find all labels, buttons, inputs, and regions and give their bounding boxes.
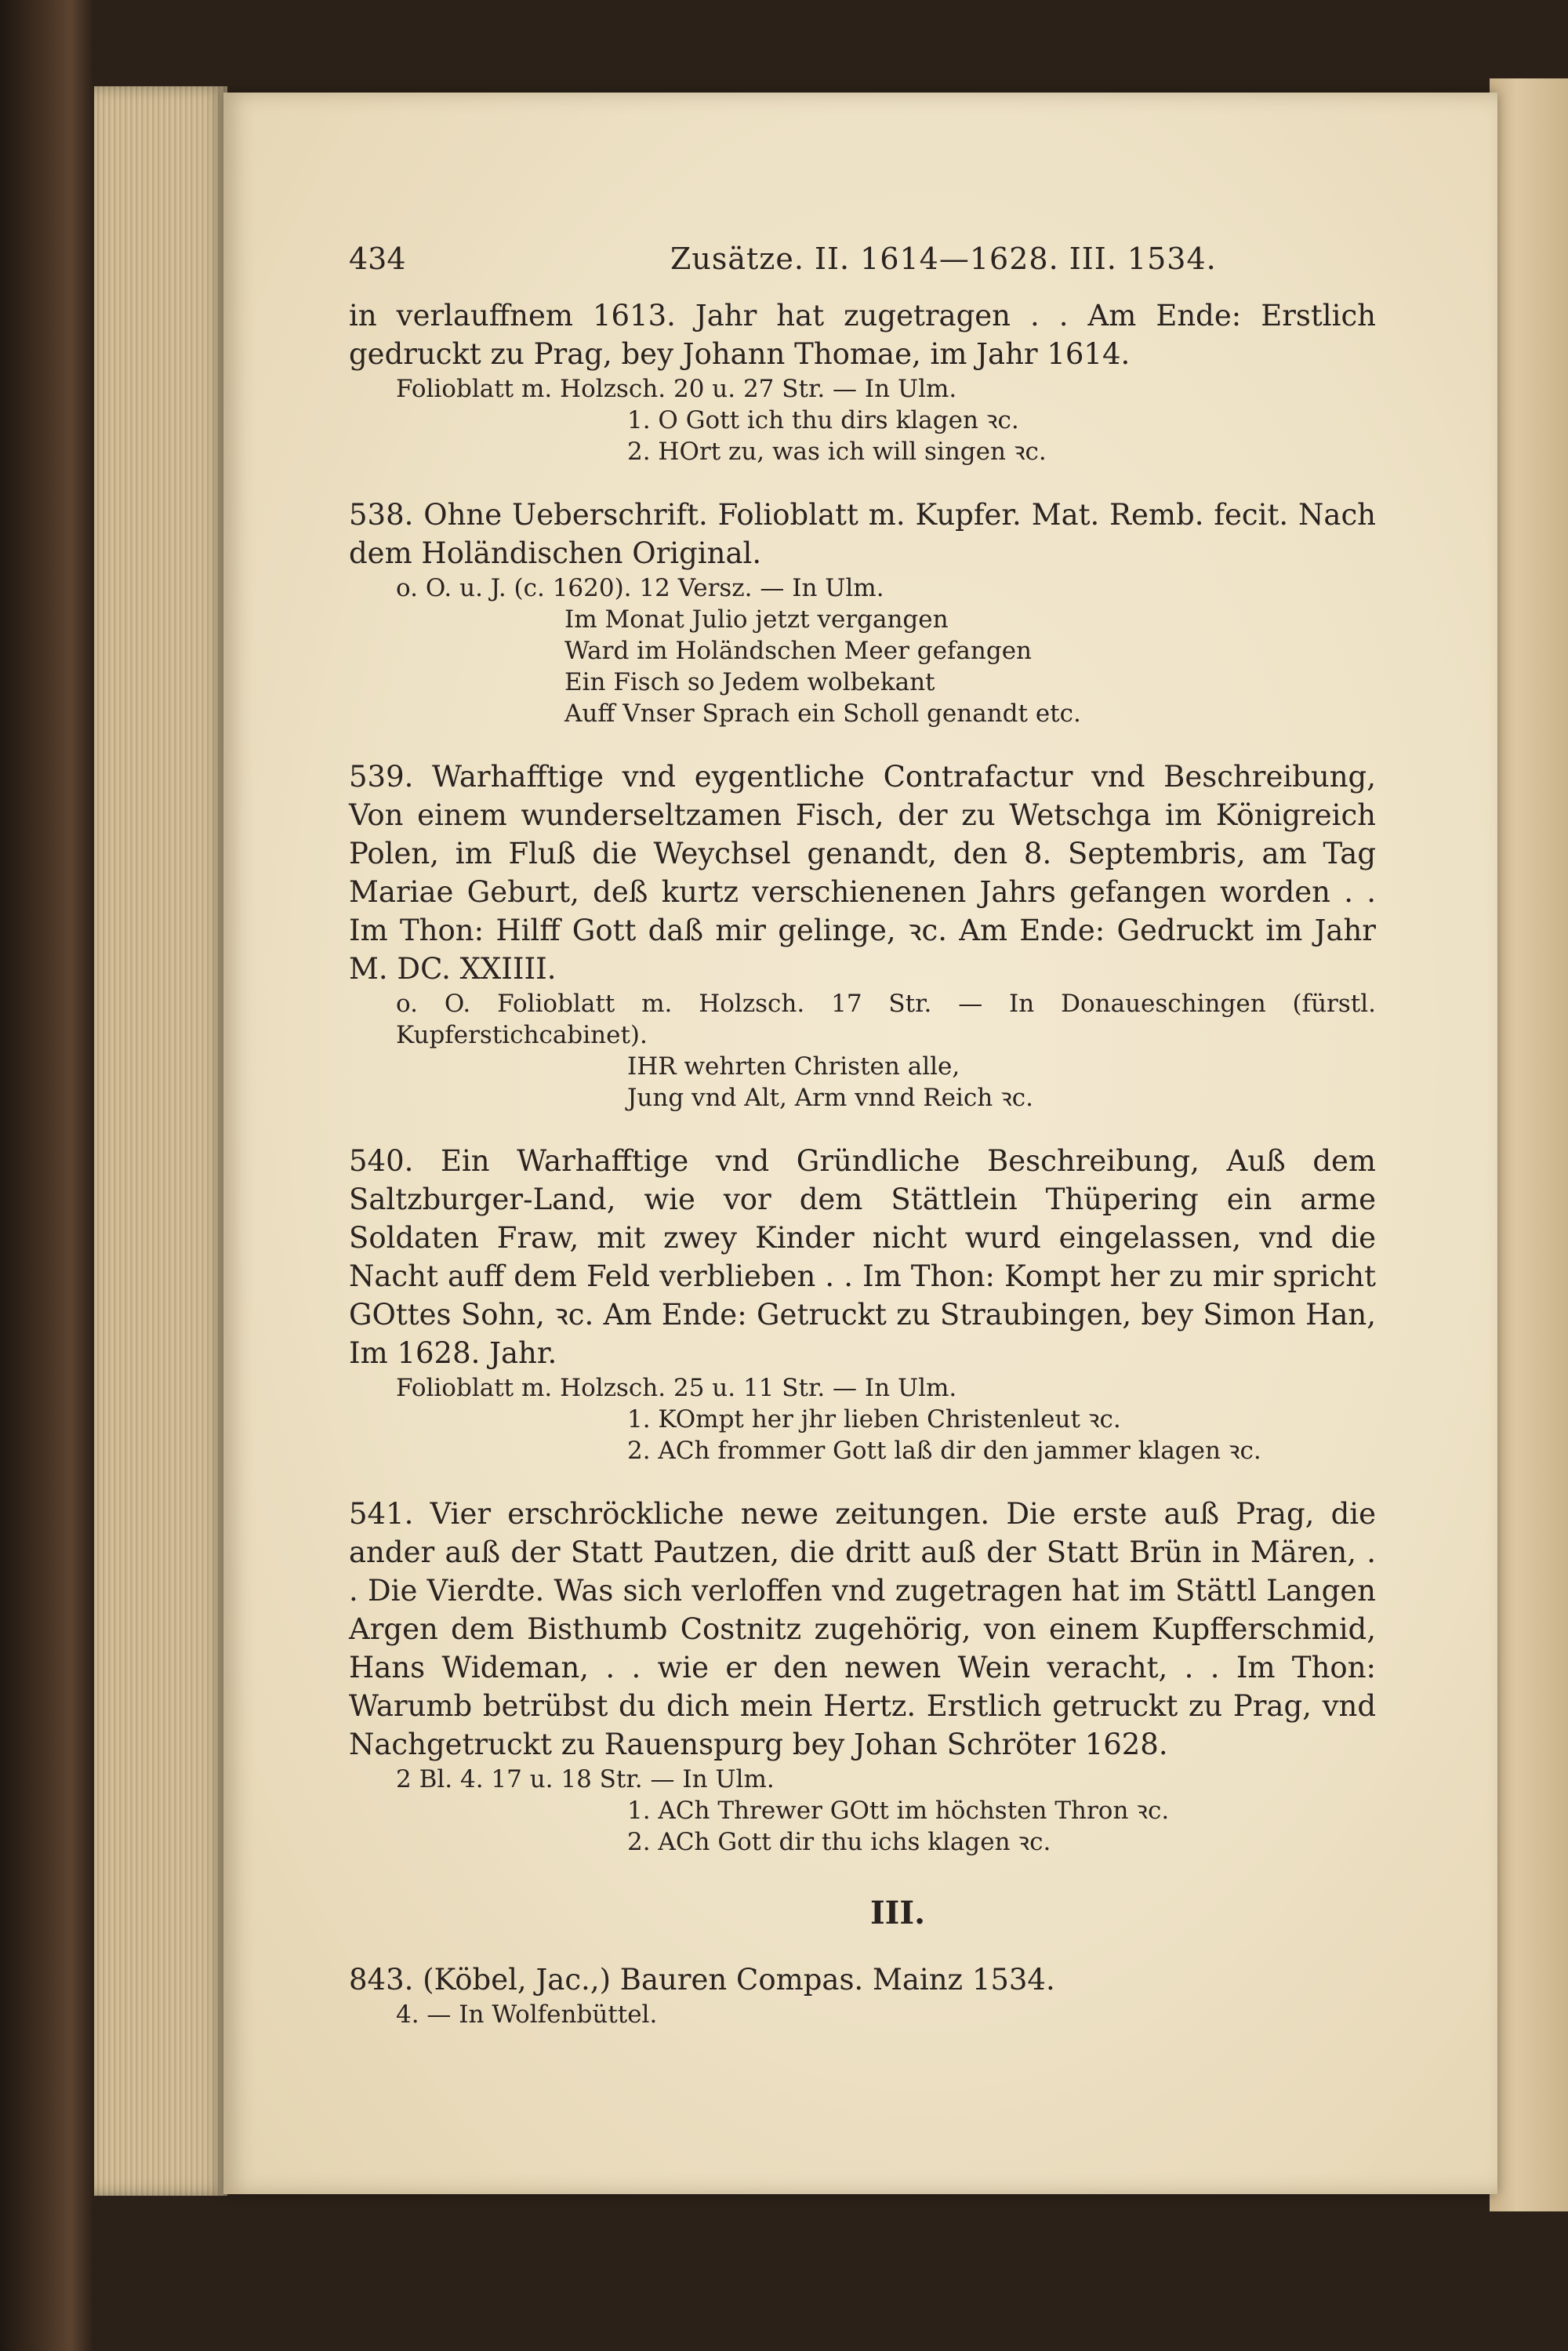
running-head: Zusätze. II. 1614—1628. III. 1534. — [670, 242, 1217, 276]
page-number: 434 — [349, 242, 406, 276]
entry-continuation-details: Folioblatt m. Holzsch. 20 u. 27 Str. — In Ulm. — [396, 375, 957, 403]
entry-541-details: 2 Bl. 4. 17 u. 18 Str. — In Ulm. — [396, 1765, 775, 1793]
incipit-line: 2. ACh Gott dir thu ichs klagen ꝛc. — [627, 1828, 1051, 1856]
book-page — [223, 93, 1497, 2194]
verse-line: Im Monat Julio jetzt vergangen — [564, 605, 949, 634]
verse-line: Ein Fisch so Jedem wolbekant — [564, 668, 935, 696]
page-stack-edge — [94, 86, 227, 2196]
entry-843-text: 843. (Köbel, Jac.,) Bauren Compas. Mainz 1534. — [349, 1963, 1055, 1997]
incipit-line: 2. HOrt zu, was ich will singen ꝛc. — [627, 438, 1047, 466]
page-content — [349, 242, 1376, 2030]
page-header — [349, 242, 1376, 296]
entry-540-details: Folioblatt m. Holzsch. 25 u. 11 Str. — In Ulm. — [396, 1374, 957, 1402]
verse-line: Ward im Holändschen Meer gefangen — [564, 637, 1033, 665]
facing-page-edge — [1490, 78, 1568, 2211]
incipit-line: 2. ACh frommer Gott laß dir den jammer klagen ꝛc. — [627, 1437, 1261, 1465]
incipit-line: IHR wehrten Christen alle, — [627, 1052, 960, 1081]
section-heading: III. — [869, 1895, 926, 1931]
book-cover-edge — [0, 0, 94, 2351]
page-body — [349, 296, 1376, 2030]
incipit-line: 1. O Gott ich thu dirs klagen ꝛc. — [627, 406, 1019, 434]
verse-line: Auff Vnser Sprach ein Scholl genandt etc. — [564, 699, 1081, 728]
entry-843-details: 4. — In Wolfenbüttel. — [396, 2000, 658, 2029]
entry-539-details: o. O. Folioblatt m. Holzsch. 17 Str. — In Donaueschingen (fürstl. Kupferstichcabinet). — [396, 990, 1376, 1049]
entry-539-text: 539. Warhafftige vnd eygentliche Contrafactur vnd Beschreibung, Von einem wunderseltzamen Fisch, der zu Wetschga im Königreich Polen, im Fluß die Weychsel genandt, den 8. Septembris, am Tag Mariae Geburt, deß kurtz verschienenen Jahrs gefangen worden . . Im Thon: Hilff Gott daß mir gelinge, ꝛc. Am Ende: Gedruckt im Jahr M. DC. XXIIII. — [349, 760, 1376, 986]
incipit-line: 1. KOmpt her jhr lieben Christenleut ꝛc. — [627, 1405, 1121, 1433]
entry-538-text: 538. Ohne Ueberschrift. Folioblatt m. Kupfer. Mat. Remb. fecit. Nach dem Holändischen Original. — [349, 498, 1376, 570]
entry-continuation-text: in verlauffnem 1613. Jahr hat zugetragen . . Am Ende: Erstlich gedruckt zu Prag, bey Johann Thomae, im Jahr 1614. — [349, 299, 1376, 371]
entry-540-text: 540. Ein Warhafftige vnd Gründliche Beschreibung, Auß dem Saltzburger-Land, wie vor dem Stättlein Thüpering ein arme Soldaten Fraw, mit zwey Kinder nicht wurd eingelassen, vnd die Nacht auff dem Feld verblieben . . Im Thon: Kompt her zu mir spricht GOttes Sohn, ꝛc. Am Ende: Getruckt zu Straubingen, bey Simon Han, Im 1628. Jahr. — [349, 1144, 1376, 1370]
incipit-line: Jung vnd Alt, Arm vnnd Reich ꝛc. — [627, 1084, 1033, 1112]
entry-541-text: 541. Vier erschröckliche newe zeitungen. Die erste auß Prag, die ander auß der Statt Pautzen, die dritt auß der Statt Brün in Mären, . . Die Vierdte. Was sich verloffen vnd zugetragen hat im Stättl Langen Argen dem Bisthumb Costnitz zugehörig, von einem Kupfferschmid, Hans Wideman, . . wie er den newen Wein veracht, . . Im Thon: Warumb betrübst du dich mein Hertz. Erstlich getruckt zu Prag, vnd Nachgetruckt zu Rauenspurg bey Johan Schröter 1628. — [349, 1497, 1376, 1761]
incipit-line: 1. ACh Threwer GOtt im höchsten Thron ꝛc. — [627, 1797, 1170, 1825]
entry-538-details: o. O. u. J. (c. 1620). 12 Versz. — In Ulm. — [396, 574, 884, 602]
